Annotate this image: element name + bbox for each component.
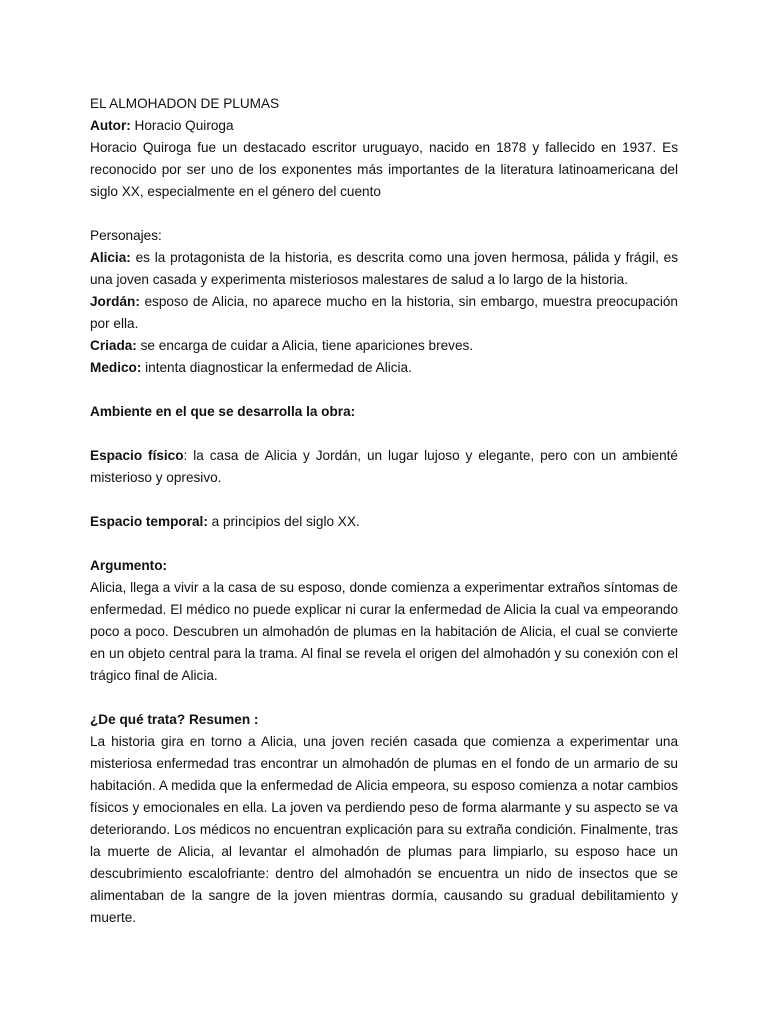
physical-space bbox=[90, 445, 678, 489]
summary-heading bbox=[90, 709, 678, 731]
character-name: Alicia: bbox=[90, 250, 131, 265]
characters-heading: Personajes: bbox=[90, 228, 162, 243]
argument-heading-text: Argumento: bbox=[90, 558, 168, 573]
spacer bbox=[90, 489, 678, 511]
setting-heading-text: Ambiente en el que se desarrolla la obra: bbox=[90, 404, 356, 419]
argument-text: Alicia, llega a vivir a la casa de su esposo, donde comienza a experimentar extraños síntomas de enfermedad. El médico no puede explicar ni curar la enfermedad de Alicia la cual va empeorando poco a poco. Descubren un almohadón de plumas en la habitación de Alicia, el cual se convierte en un objeto central para la trama. Al final se revela el origen del almohadón y su conexión con el trágico final de Alicia. bbox=[90, 580, 678, 683]
physical-space-label: Espacio físico bbox=[90, 448, 184, 463]
character-item bbox=[90, 335, 678, 357]
author-label: Autor: bbox=[90, 118, 131, 133]
spacer bbox=[90, 203, 678, 225]
author-bio: Horacio Quiroga fue un destacado escritor uruguayo, nacido en 1878 y fallecido en 1937. Es reconocido por ser uno de los exponentes más importantes de la literatura latinoamericana del siglo XX, especialmente en el género del cuento bbox=[90, 140, 678, 199]
author-name: Horacio Quiroga bbox=[130, 118, 234, 133]
character-item bbox=[90, 357, 678, 379]
character-name: Medico: bbox=[90, 360, 142, 375]
character-name: Jordán: bbox=[90, 294, 140, 309]
spacer bbox=[90, 379, 678, 401]
author-line bbox=[90, 115, 678, 137]
summary-text: La historia gira en torno a Alicia, una joven recién casada que comienza a experimentar una misteriosa enfermedad tras encontrar un almohadón de plumas en el fondo de un armario de su habitación. A medida que la enfermedad de Alicia empeora, su esposo comienza a notar cambios físicos y emocionales en ella. La joven va perdiendo peso de forma alarmante y su aspecto se va deteriorando. Los médicos no encuentran explicación para su extraña condición. Finalmente, tras la muerte de Alicia, al levantar el almohadón de plumas para limpiarlo, su esposo hace un descubrimiento escalofriante: dentro del almohadón se encuentra un nido de insectos que se alimentaban de la sangre de la joven mientras dormía, causando su gradual debilitamiento y muerte. bbox=[90, 734, 678, 925]
character-desc: se encarga de cuidar a Alicia, tiene apariciones breves. bbox=[136, 338, 474, 353]
character-desc: es la protagonista de la historia, es descrita como una joven hermosa, pálida y frágil, es una joven casada y experimenta misteriosos malestares de salud a lo largo de la historia. bbox=[90, 250, 678, 287]
character-name: Criada: bbox=[90, 338, 137, 353]
document-title: EL ALMOHADON DE PLUMAS bbox=[90, 96, 280, 111]
character-item bbox=[90, 247, 678, 291]
character-desc: esposo de Alicia, no aparece mucho en la historia, sin embargo, muestra preocupación por ella. bbox=[90, 294, 678, 331]
temporal-space-text: a principios del siglo XX. bbox=[207, 514, 360, 529]
physical-space-text: : la casa de Alicia y Jordán, un lugar lujoso y elegante, pero con un ambienté misterioso y opresivo. bbox=[90, 448, 678, 485]
spacer bbox=[90, 423, 678, 445]
temporal-space-label: Espacio temporal: bbox=[90, 514, 208, 529]
character-desc: intenta diagnosticar la enfermedad de Alicia. bbox=[141, 360, 412, 375]
summary-heading-text: ¿De qué trata? Resumen : bbox=[90, 712, 259, 727]
setting-heading bbox=[90, 401, 678, 423]
temporal-space bbox=[90, 511, 678, 533]
argument-heading bbox=[90, 555, 678, 577]
spacer bbox=[90, 533, 678, 555]
character-item bbox=[90, 291, 678, 335]
document-body bbox=[90, 93, 678, 929]
spacer bbox=[90, 687, 678, 709]
